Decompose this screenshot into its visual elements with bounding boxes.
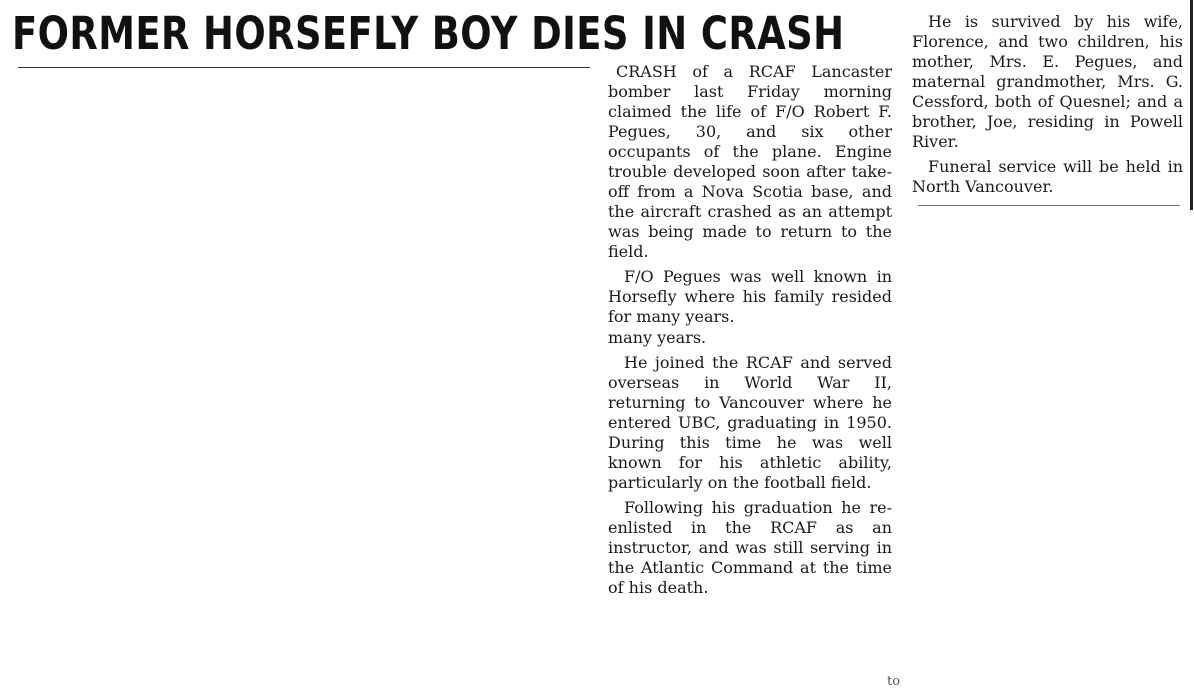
article-paragraph-3: He joined the RCAF and served overseas in World War II, returning to Vancouver where he entered UBC, graduating in 1950. During this time he was well known for his athletic ability, particularly on the football field. <box>608 353 892 492</box>
article-headline: FORMER HORSEFLY BOY DIES IN CRASH <box>12 7 845 60</box>
column-edge-bar <box>1190 0 1193 210</box>
article-paragraph-1: CRASH of a RCAF Lancaster bomber last Friday morning claimed the life of F/O Robert F. Pegues, 30, and six other occupants of the plane. Engine trouble developed soon after take-off from a Nova Scotia base, and the aircraft crashed as an attempt was being made to return to the field. <box>608 62 892 261</box>
article-paragraph-2: F/O Pegues was well known in Horsefly where his family resided for many years. <box>608 267 892 326</box>
headline-rule <box>18 67 590 68</box>
article-column-middle <box>608 62 892 603</box>
stray-mark: to <box>887 674 901 689</box>
article-paragraph-5: He is survived by his wife, Florence, and two children, his mother, Mrs. E. Pegues, and maternal grandmother, Mrs. G. Cessford, both of Quesnel; and a brother, Joe, residing in Powell River. <box>912 12 1183 151</box>
column-end-rule <box>918 205 1180 206</box>
article-paragraph-repeat: many years. <box>608 328 707 347</box>
article-column-right <box>912 12 1183 202</box>
article-paragraph-6: Funeral service will be held in North Vancouver. <box>912 157 1183 196</box>
article-paragraph-4: Following his graduation he re-enlisted in the RCAF as an instructor, and was still serving in the Atlantic Command at the time of his death. <box>608 498 892 597</box>
